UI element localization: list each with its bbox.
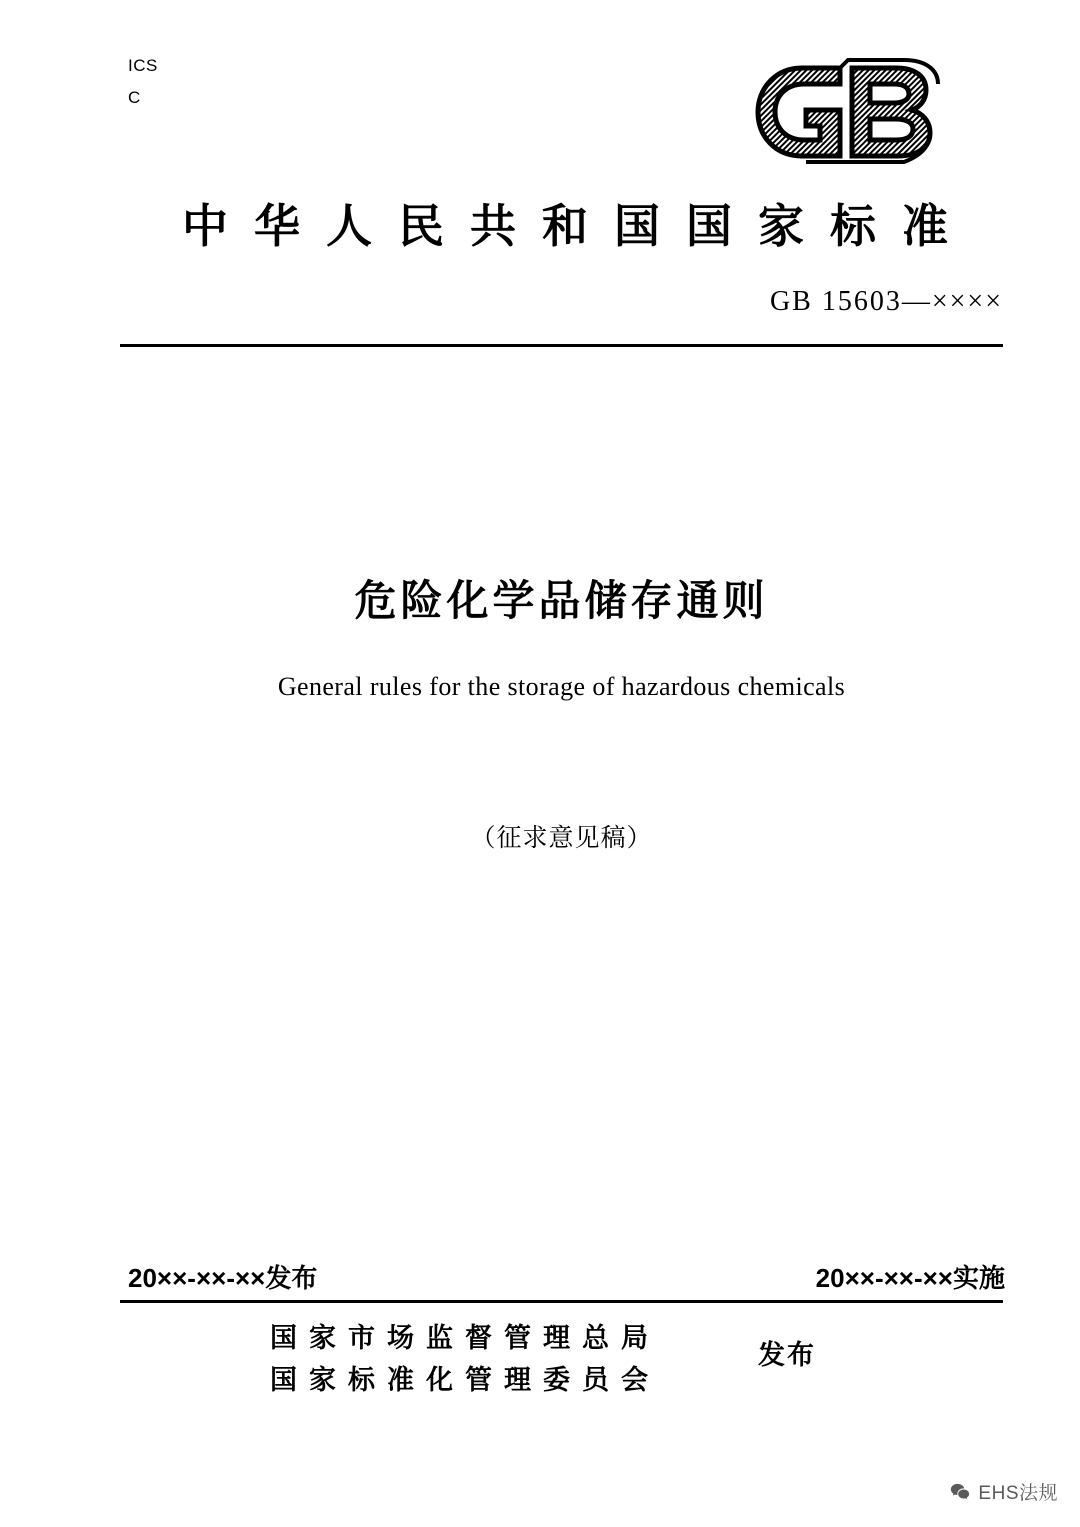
- footer-divider: [120, 1300, 1003, 1303]
- document-title-en: General rules for the storage of hazardous chemicals: [277, 672, 846, 701]
- effective-date: 20××-××-××实施: [815, 1263, 1005, 1293]
- issuer-line-1: 国家市场监督管理总局: [270, 1323, 660, 1353]
- issuer-line-2: 国家标准化管理委员会: [270, 1364, 660, 1395]
- ccs-label: C: [128, 88, 141, 108]
- gb-logo-icon: [744, 52, 954, 170]
- issue-date: 20××-××-××发布: [128, 1263, 318, 1293]
- watermark: [949, 1478, 1058, 1505]
- wechat-icon: [949, 1481, 971, 1503]
- document-stage-label: （征求意见稿）: [470, 824, 653, 852]
- standard-number: GB 15603—××××: [769, 286, 1003, 317]
- national-standard-title: 中华人民共和国国家标准: [182, 200, 974, 252]
- header-divider: [120, 344, 1003, 347]
- document-title-zh: 危险化学品储存通则: [354, 577, 769, 624]
- classification-block: [128, 50, 158, 115]
- ics-label: ICS: [128, 56, 158, 75]
- issuing-organizations: [258, 1318, 728, 1402]
- issue-word: 发布: [758, 1340, 816, 1370]
- watermark-label: EHS法规: [978, 1483, 1058, 1504]
